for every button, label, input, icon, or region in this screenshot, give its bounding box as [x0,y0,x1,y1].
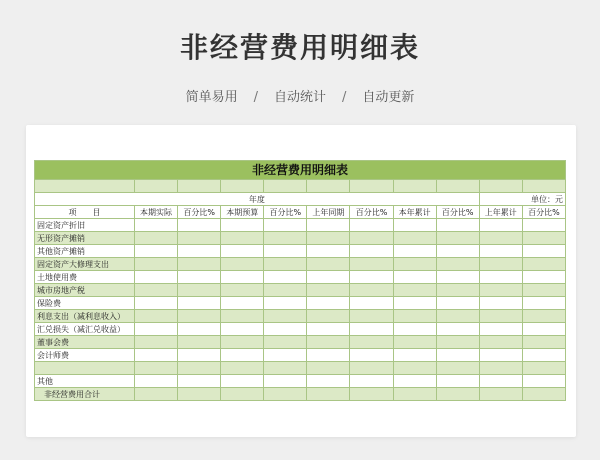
value-cell[interactable] [393,258,436,271]
value-cell[interactable] [436,258,479,271]
value-cell[interactable] [221,297,264,310]
value-cell[interactable] [178,245,221,258]
value-cell[interactable] [135,349,178,362]
value-cell[interactable] [436,349,479,362]
value-cell[interactable] [178,297,221,310]
cell[interactable] [522,180,565,193]
value-cell[interactable] [135,297,178,310]
value-cell[interactable] [393,388,436,401]
cell[interactable] [479,180,522,193]
value-cell[interactable] [350,245,393,258]
table-row [35,245,566,258]
value-cell[interactable] [264,258,307,271]
value-cell[interactable] [350,284,393,297]
cell[interactable] [350,180,393,193]
value-cell[interactable] [522,297,565,310]
value-cell[interactable] [178,284,221,297]
value-cell[interactable] [307,336,350,349]
table-row [35,284,566,297]
value-cell[interactable] [436,271,479,284]
value-cell[interactable] [264,336,307,349]
col-header-last-year-ytd[interactable]: 上年累计 [479,206,522,219]
value-cell[interactable] [393,310,436,323]
col-header-percent[interactable]: 百分比% [178,206,221,219]
value-cell[interactable] [178,362,221,375]
value-cell[interactable] [393,219,436,232]
cell[interactable] [221,180,264,193]
value-cell[interactable] [479,232,522,245]
value-cell[interactable] [221,271,264,284]
value-cell[interactable] [221,219,264,232]
value-cell[interactable] [479,284,522,297]
value-cell[interactable] [264,271,307,284]
value-cell[interactable] [135,388,178,401]
value-cell[interactable] [264,297,307,310]
col-header-item[interactable]: 项 目 [35,206,135,219]
table-title-row [35,161,566,180]
value-cell[interactable] [350,232,393,245]
value-cell[interactable] [479,258,522,271]
value-cell[interactable] [393,232,436,245]
value-cell[interactable] [221,284,264,297]
row-item-label[interactable]: 汇兑损失（减汇兑收益） [35,323,135,336]
value-cell[interactable] [479,362,522,375]
feature-separator: / [342,90,347,105]
value-cell[interactable] [350,219,393,232]
value-cell[interactable] [436,245,479,258]
value-cell[interactable] [178,388,221,401]
value-cell[interactable] [522,336,565,349]
value-cell[interactable] [221,349,264,362]
table-row [35,310,566,323]
value-cell[interactable] [307,310,350,323]
value-cell[interactable] [307,388,350,401]
total-row [35,388,566,401]
table-row [35,232,566,245]
value-cell[interactable] [307,258,350,271]
value-cell[interactable] [264,323,307,336]
table-row [35,349,566,362]
row-item-label[interactable]: 城市房地产税 [35,284,135,297]
value-cell[interactable] [221,388,264,401]
feature-auto-stats: 自动统计 [273,90,326,105]
value-cell[interactable] [350,336,393,349]
value-cell[interactable] [307,245,350,258]
row-item-label[interactable] [35,362,135,375]
col-header-last-year-period[interactable]: 上年同期 [307,206,350,219]
value-cell[interactable] [522,362,565,375]
value-cell[interactable] [178,271,221,284]
value-cell[interactable] [135,362,178,375]
value-cell[interactable] [436,284,479,297]
row-item-label[interactable]: 固定资产大修理支出 [35,258,135,271]
row-item-label[interactable]: 无形资产摊销 [35,232,135,245]
col-header-percent[interactable]: 百分比% [436,206,479,219]
value-cell[interactable] [522,271,565,284]
table-title[interactable]: 非经营费用明细表 [35,161,566,180]
value-cell[interactable] [436,297,479,310]
value-cell[interactable] [221,258,264,271]
value-cell[interactable] [436,219,479,232]
value-cell[interactable] [393,245,436,258]
cell[interactable] [264,180,307,193]
value-cell[interactable] [350,271,393,284]
value-cell[interactable] [479,310,522,323]
table-body [35,161,566,401]
value-cell[interactable] [393,375,436,388]
value-cell[interactable] [264,362,307,375]
value-cell[interactable] [393,336,436,349]
value-cell[interactable] [350,375,393,388]
value-cell[interactable] [522,310,565,323]
table-row [35,271,566,284]
table-row [35,219,566,232]
table-row [35,297,566,310]
value-cell[interactable] [135,271,178,284]
value-cell[interactable] [522,258,565,271]
table-row [35,336,566,349]
page-title: 非经营费用明细表 [179,31,420,64]
value-cell[interactable] [350,388,393,401]
value-cell[interactable] [221,362,264,375]
value-cell[interactable] [135,245,178,258]
value-cell[interactable] [307,271,350,284]
feature-auto-update: 自动更新 [362,90,415,105]
row-item-label[interactable]: 会计师费 [35,349,135,362]
value-cell[interactable] [436,362,479,375]
value-cell[interactable] [436,310,479,323]
value-cell[interactable] [178,219,221,232]
value-cell[interactable] [479,388,522,401]
value-cell[interactable] [221,245,264,258]
value-cell[interactable] [307,284,350,297]
value-cell[interactable] [178,323,221,336]
value-cell[interactable] [350,323,393,336]
value-cell[interactable] [393,271,436,284]
value-cell[interactable] [479,349,522,362]
value-cell[interactable] [393,362,436,375]
value-cell[interactable] [350,297,393,310]
value-cell[interactable] [522,388,565,401]
value-cell[interactable] [479,219,522,232]
col-header-ytd[interactable]: 本年累计 [393,206,436,219]
value-cell[interactable] [479,323,522,336]
table-row [35,362,566,375]
row-item-label[interactable]: 其他 [35,375,135,388]
value-cell[interactable] [479,297,522,310]
value-cell[interactable] [522,323,565,336]
value-cell[interactable] [178,375,221,388]
expense-detail-table [34,160,566,401]
value-cell[interactable] [522,232,565,245]
value-cell[interactable] [135,219,178,232]
cell[interactable] [436,180,479,193]
value-cell[interactable] [221,336,264,349]
value-cell[interactable] [178,349,221,362]
value-cell[interactable] [522,375,565,388]
value-cell[interactable] [479,245,522,258]
table-row [35,375,566,388]
value-cell[interactable] [135,336,178,349]
cell[interactable] [35,180,135,193]
value-cell[interactable] [522,219,565,232]
value-cell[interactable] [221,232,264,245]
value-cell[interactable] [135,232,178,245]
value-cell[interactable] [393,349,436,362]
value-cell[interactable] [393,284,436,297]
value-cell[interactable] [350,310,393,323]
value-cell[interactable] [522,349,565,362]
row-item-label[interactable]: 利息支出（减利息收入） [35,310,135,323]
col-header-percent[interactable]: 百分比% [522,206,565,219]
col-header-actual[interactable]: 本期实际 [135,206,178,219]
value-cell[interactable] [264,349,307,362]
row-item-label[interactable]: 固定资产折旧 [35,219,135,232]
value-cell[interactable] [307,297,350,310]
value-cell[interactable] [135,284,178,297]
total-label[interactable]: 非经营费用合计 [35,388,135,401]
cell[interactable] [178,180,221,193]
value-cell[interactable] [436,375,479,388]
value-cell[interactable] [135,323,178,336]
cell[interactable] [307,180,350,193]
feature-easy: 简单易用 [185,90,238,105]
value-cell[interactable] [307,375,350,388]
year-label[interactable]: 年度 [35,193,480,206]
value-cell[interactable] [522,245,565,258]
feature-separator: / [253,90,258,105]
value-cell[interactable] [479,271,522,284]
col-header-budget[interactable]: 本期预算 [221,206,264,219]
row-item-label[interactable]: 土地使用费 [35,271,135,284]
feature-tagline [0,86,600,105]
value-cell[interactable] [178,258,221,271]
col-header-percent[interactable]: 百分比% [264,206,307,219]
year-unit-row [35,193,566,206]
value-cell[interactable] [178,310,221,323]
value-cell[interactable] [479,375,522,388]
value-cell[interactable] [264,232,307,245]
value-cell[interactable] [350,258,393,271]
blank-row [35,180,566,193]
value-cell[interactable] [264,375,307,388]
value-cell[interactable] [307,362,350,375]
value-cell[interactable] [178,232,221,245]
value-cell[interactable] [436,388,479,401]
column-header-row [35,206,566,219]
table-row [35,323,566,336]
col-header-percent[interactable]: 百分比% [350,206,393,219]
value-cell[interactable] [307,349,350,362]
value-cell[interactable] [307,219,350,232]
cell[interactable] [135,180,178,193]
cell[interactable] [393,180,436,193]
value-cell[interactable] [221,310,264,323]
value-cell[interactable] [264,284,307,297]
value-cell[interactable] [135,375,178,388]
value-cell[interactable] [307,232,350,245]
value-cell[interactable] [178,336,221,349]
unit-label[interactable]: 单位：元 [479,193,565,206]
spreadsheet-preview-card [26,125,576,437]
value-cell[interactable] [264,310,307,323]
value-cell[interactable] [393,297,436,310]
value-cell[interactable] [522,284,565,297]
value-cell[interactable] [264,388,307,401]
value-cell[interactable] [135,310,178,323]
row-item-label[interactable]: 董事会费 [35,336,135,349]
value-cell[interactable] [350,349,393,362]
value-cell[interactable] [479,336,522,349]
value-cell[interactable] [350,362,393,375]
value-cell[interactable] [307,323,350,336]
value-cell[interactable] [135,258,178,271]
value-cell[interactable] [436,336,479,349]
value-cell[interactable] [436,232,479,245]
value-cell[interactable] [221,375,264,388]
value-cell[interactable] [436,323,479,336]
value-cell[interactable] [221,323,264,336]
value-cell[interactable] [393,323,436,336]
row-item-label[interactable]: 其他资产摊销 [35,245,135,258]
value-cell[interactable] [264,219,307,232]
row-item-label[interactable]: 保险费 [35,297,135,310]
table-row [35,258,566,271]
value-cell[interactable] [264,245,307,258]
